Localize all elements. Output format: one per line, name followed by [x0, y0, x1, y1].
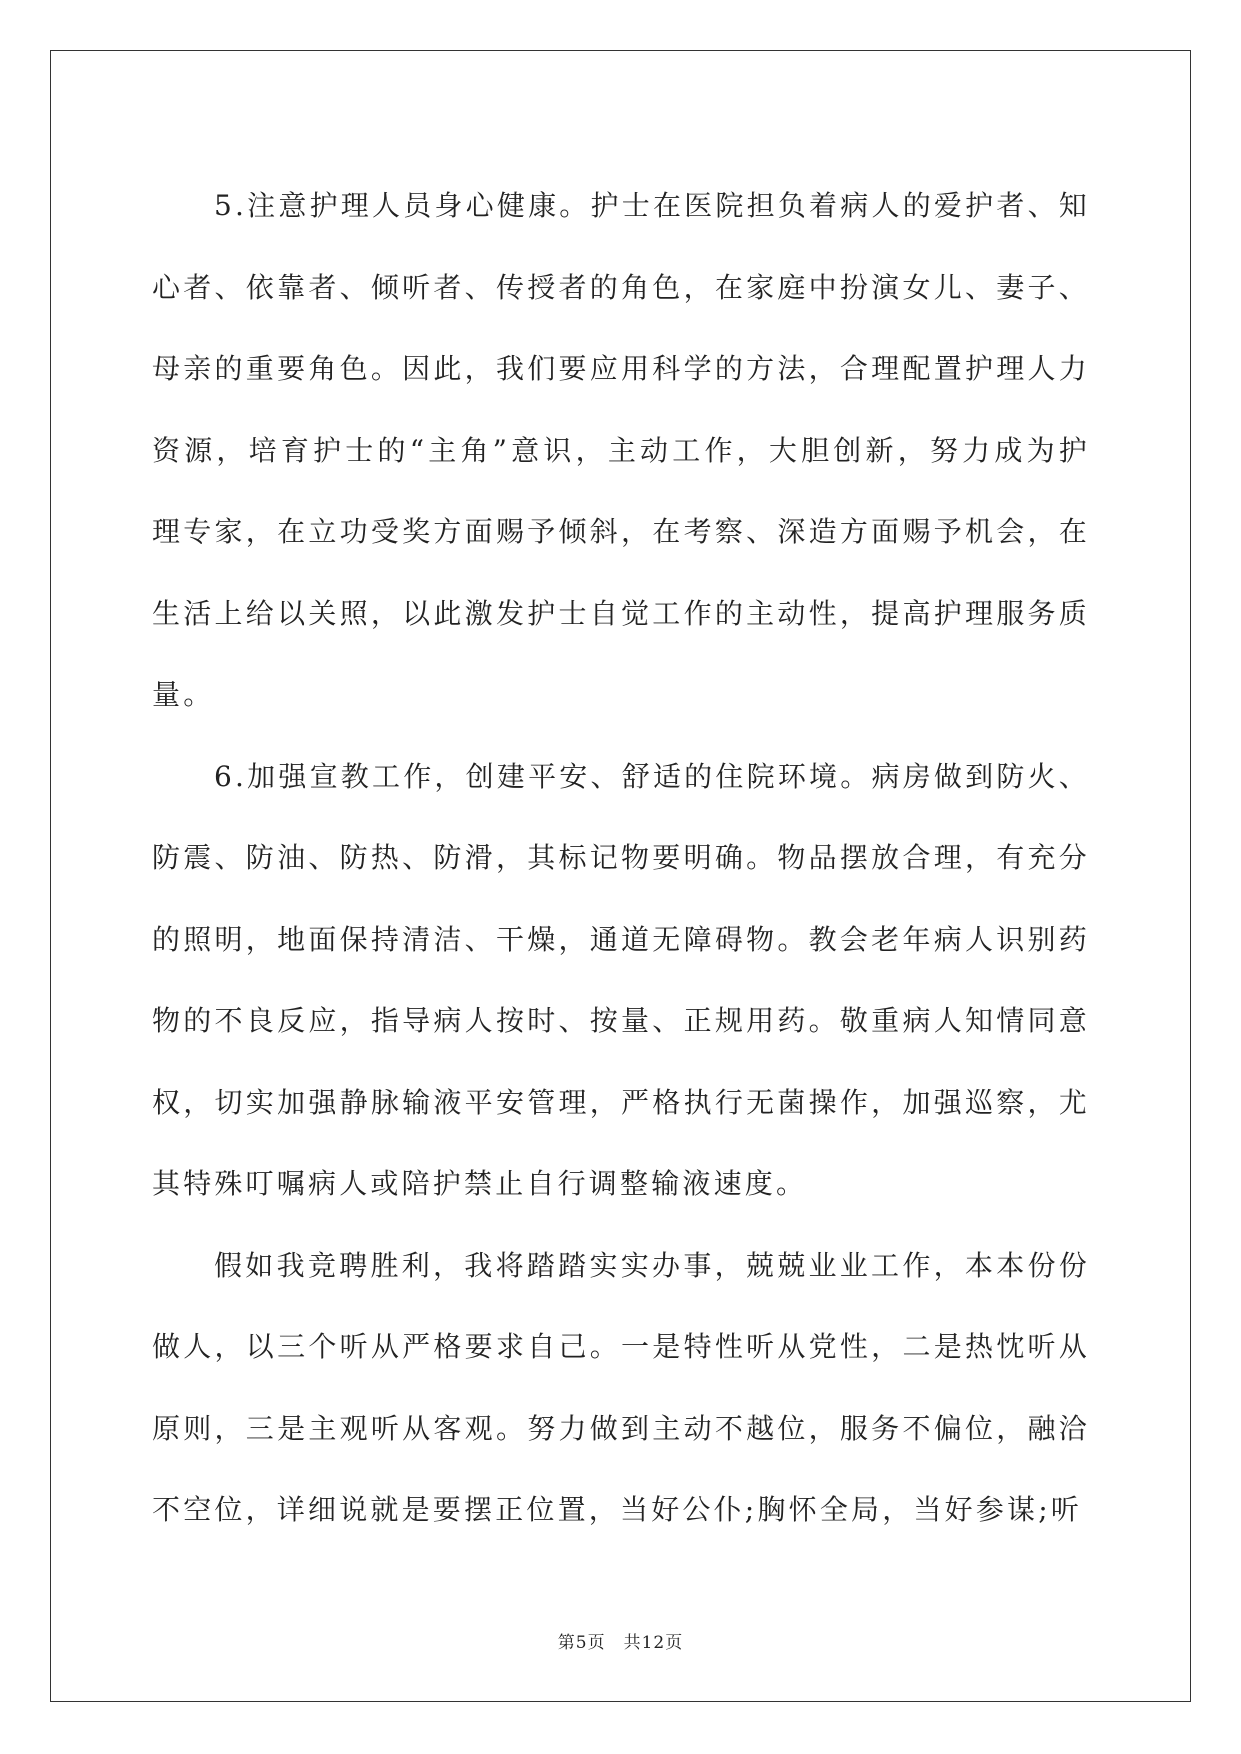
page-total: 共12页: [623, 1633, 684, 1653]
document-body: [152, 165, 1090, 1551]
page-footer: [0, 1628, 1241, 1653]
paragraph-2: 6.加强宣教工作，创建平安、舒适的住院环境。病房做到防火、防震、防油、防热、防滑，其标记物要明确。物品摆放合理，有充分的照明，地面保持清洁、干燥，通道无障碍物。教会老年病人识别药物的不良反应，指导病人按时、按量、正规用药。敬重病人知情同意权，切实加强静脉输液平安管理，严格执行无菌操作，加强巡察，尤其特殊叮嘱病人或陪护禁止自行调整输液速度。: [152, 759, 1090, 1200]
page-number: 第5页: [557, 1633, 606, 1653]
paragraph-3: 假如我竞聘胜利，我将踏踏实实办事，兢兢业业工作，本本份份做人，以三个听从严格要求自己。一是特性听从党性，二是热忱听从原则，三是主观听从客观。努力做到主动不越位，服务不偏位，融洽不空位，详细说就是要摆正位置，当好公仆;胸怀全局，当好参谋;听: [152, 1248, 1090, 1526]
paragraph-1: 5.注意护理人员身心健康。护士在医院担负着病人的爱护者、知心者、依靠者、倾听者、传授者的角色，在家庭中扮演女儿、妻子、母亲的重要角色。因此，我们要应用科学的方法，合理配置护理人力资源，培育护士的“主角”意识，主动工作，大胆创新，努力成为护理专家，在立功受奖方面赐予倾斜，在考察、深造方面赐予机会，在生活上给以关照，以此激发护士自觉工作的主动性，提高护理服务质量。: [152, 189, 1090, 711]
